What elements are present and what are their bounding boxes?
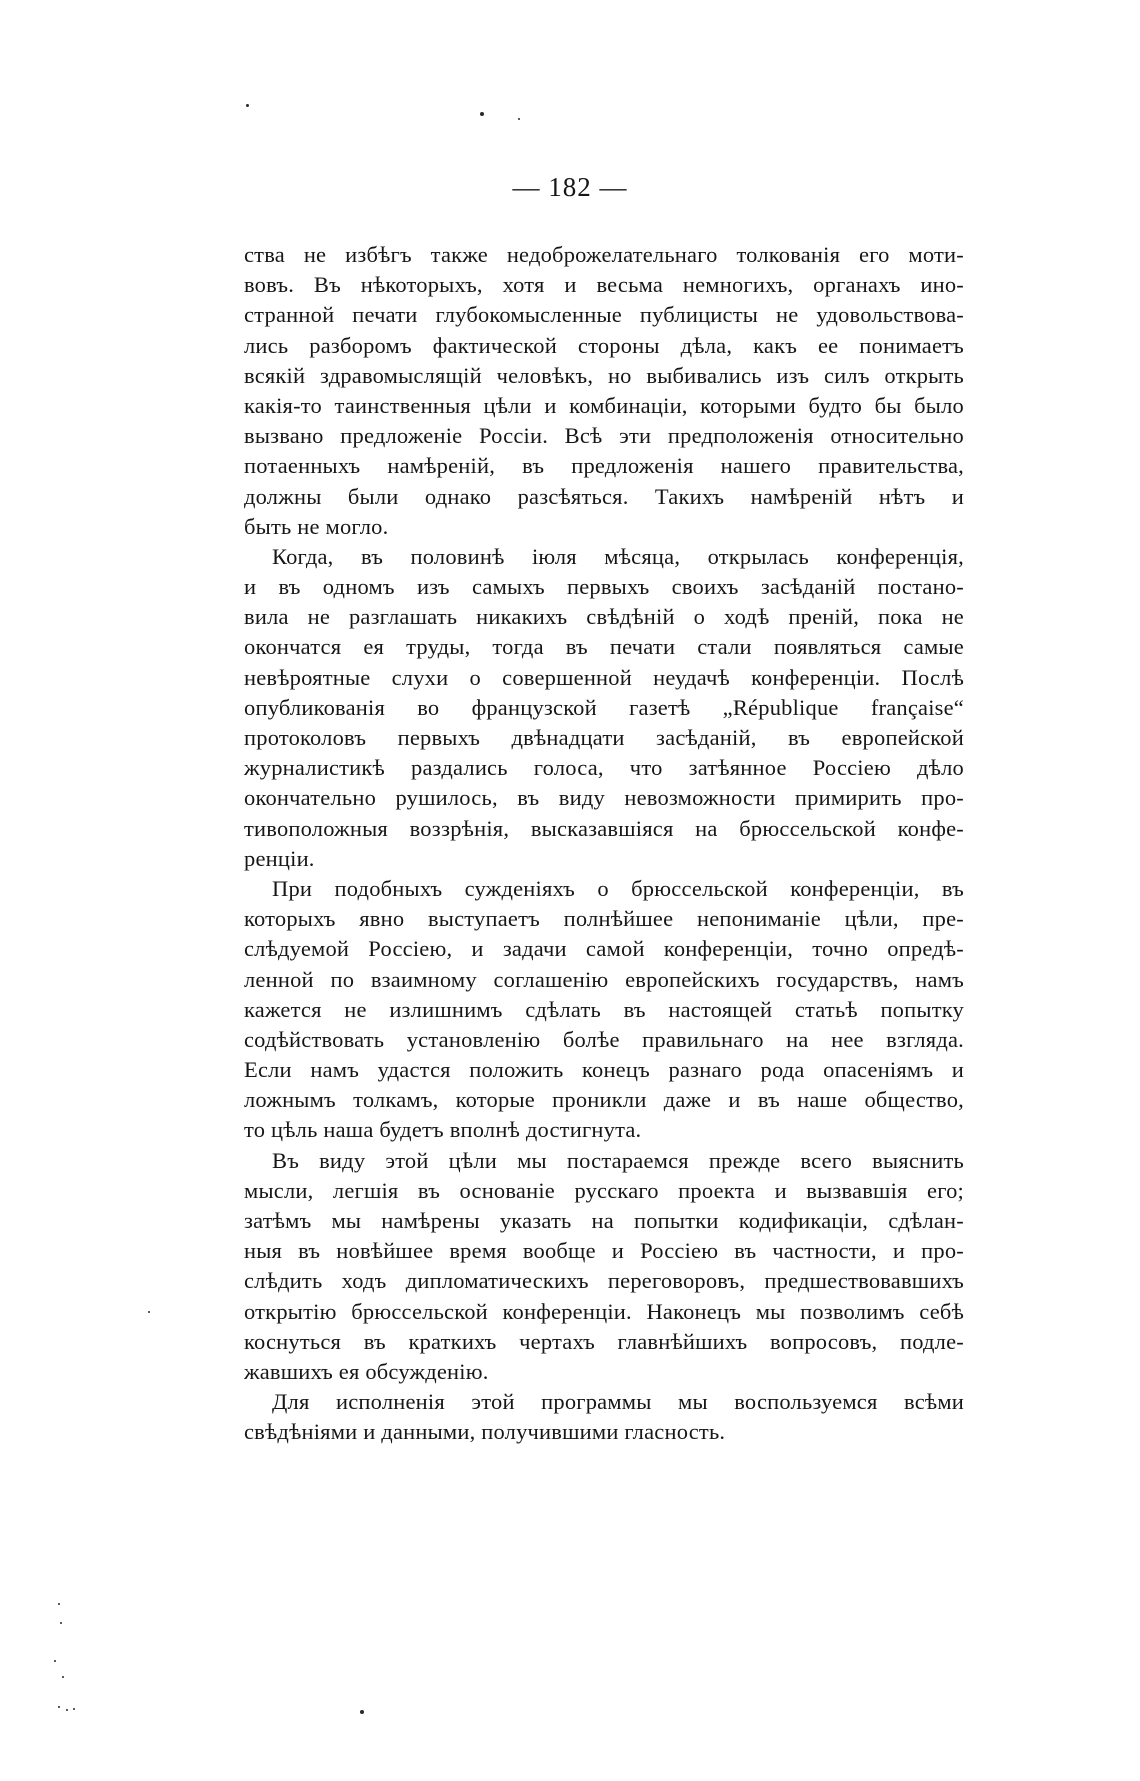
scan-speck [360, 1710, 364, 1714]
text-line: ложнымъ толкамъ, которые проникли даже и въ наше общество, [244, 1087, 964, 1113]
text-line: вовъ. Въ нѣкоторыхъ, хотя и весьма немногихъ, органахъ ино- [244, 272, 964, 298]
text-line: мысли, легшія въ основаніе русскаго проекта и вызвавшія его; [244, 1177, 964, 1203]
text-line: При подобныхъ сужденіяхъ о брюссельской конференціи, въ [272, 875, 964, 901]
text-line: протоколовъ первыхъ двѣнадцати засѣданій, въ европейской [244, 725, 964, 750]
text-line: опубликованія во французской газетѣ „République française“ [244, 694, 964, 720]
text-line: Въ виду этой цѣли мы постараемся прежде всего выяснить [272, 1147, 964, 1173]
scan-speck [246, 104, 249, 107]
scan-speck [62, 1676, 64, 1678]
text-line: окончатся ея труды, тогда въ печати стали появляться самые [244, 634, 964, 660]
text-line: содѣйствовать установленію болѣе правильнаго на нее взгляда. [244, 1026, 964, 1052]
text-line: всякій здравомыслящій человѣкъ, но выбивались изъ силъ открыть [244, 362, 964, 388]
text-line: Если намъ удастся положить конецъ разнаго рода опасеніямъ и [244, 1057, 964, 1083]
page-number: — 182 — [512, 172, 628, 202]
text-line: которыхъ явно выступаетъ полнѣйшее непониманіе цѣли, пре- [244, 906, 964, 932]
text-line: потаенныхъ намѣреній, въ предложенія нашего правительства, [244, 453, 964, 479]
text-line: Когда, въ половинѣ іюля мѣсяца, открылась конференція, [272, 543, 964, 569]
text-line: кажется не излишнимъ сдѣлать въ настоящей статьѣ попытку [244, 996, 964, 1022]
text-line: коснуться въ краткихъ чертахъ главнѣйшихъ вопросовъ, подле- [244, 1328, 964, 1354]
scan-speck [66, 1709, 68, 1711]
scan-speck [148, 1311, 150, 1313]
text-line: какія-то таинственныя цѣли и комбинаціи, которыми будто бы было [244, 392, 964, 418]
scan-speck [480, 112, 484, 116]
text-line: ства не избѣгъ также недоброжелательнаго толкованія его моти- [244, 242, 964, 267]
text-line: ленной по взаимному соглашенію европейскихъ государствъ, намъ [244, 966, 964, 992]
paragraph-4 [244, 1146, 964, 1388]
scan-speck [60, 1622, 62, 1624]
text-line: свѣдѣніями и данными, получившими гласность. [244, 1419, 726, 1445]
text-line: ныя въ новѣйшее время вообще и Россіею въ частности, и про- [244, 1238, 964, 1264]
text-line: ренціи. [244, 845, 315, 871]
text-line: слѣдуемой Россіею, и задачи самой конференціи, точно опредѣ- [244, 936, 964, 962]
text-line: странной печати глубокомысленные публицисты не удовольствова- [244, 302, 964, 328]
scan-speck [518, 118, 520, 120]
body-text [244, 240, 964, 1448]
scan-speck [58, 1706, 60, 1708]
text-line: лись разборомъ фактической стороны дѣла, какъ ее понимаетъ [244, 332, 964, 358]
text-line: слѣдить ходъ дипломатическихъ переговоровъ, предшествовавшихъ [244, 1268, 964, 1294]
paragraph-3 [244, 874, 964, 1146]
text-line: открытію брюссельской конференціи. Наконецъ мы позволимъ себѣ [244, 1298, 964, 1324]
scan-speck [58, 1603, 60, 1605]
text-line: тивоположныя воззрѣнія, высказавшіяся на брюссельской конфе- [244, 815, 964, 841]
text-line: журналистикѣ раздались голоса, что затѣянное Россіею дѣло [244, 755, 964, 781]
scan-speck [73, 1708, 75, 1710]
paragraph-5 [244, 1387, 964, 1447]
text-line: и въ одномъ изъ самыхъ первыхъ своихъ засѣданій постано- [244, 574, 964, 600]
text-line: должны были однако разсѣяться. Такихъ намѣреній нѣтъ и [244, 483, 964, 509]
text-line: то цѣль наша будетъ вполнѣ достигнута. [244, 1117, 642, 1143]
text-line: вила не разглашать никакихъ свѣдѣній о ходѣ преній, пока не [244, 604, 964, 630]
paragraph-2 [244, 542, 964, 874]
text-line: вызвано предложеніе Россіи. Всѣ эти предположенія относительно [244, 423, 964, 449]
scan-speck [54, 1660, 56, 1662]
text-line: невѣроятные слухи о совершенной неудачѣ конференціи. Послѣ [244, 664, 964, 690]
paragraph-1 [244, 240, 964, 542]
text-line: окончательно рушилось, въ виду невозможности примирить про- [244, 785, 964, 811]
text-line: быть не могло. [244, 513, 389, 539]
text-line: Для исполненія этой программы мы воспользуемся всѣми [272, 1389, 964, 1415]
text-line: жавшихъ ея обсужденію. [244, 1358, 489, 1384]
text-line: затѣмъ мы намѣрены указать на попытки кодификаціи, сдѣлан- [244, 1208, 964, 1233]
